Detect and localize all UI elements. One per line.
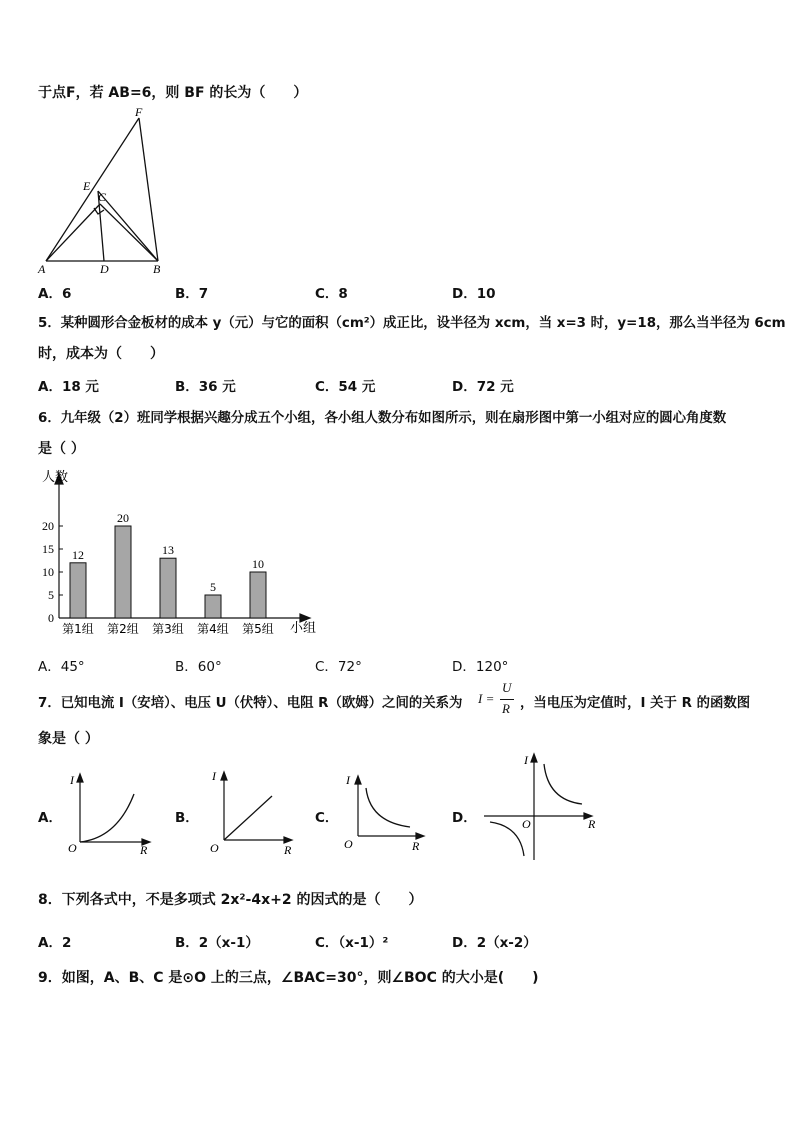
segment-af (46, 118, 139, 261)
graph-a-label-i: I (70, 773, 74, 787)
label-e: E (83, 179, 91, 193)
q7-option-c[interactable]: C． (315, 810, 339, 826)
y-tick-label: 0 (48, 611, 54, 625)
graph-d-curve-negative (490, 822, 524, 856)
label-a: A (38, 262, 46, 276)
q4-triangle-figure (36, 104, 176, 276)
q9-question-line1: 9．如图，A、B、C 是⊙O 上的三点，∠BAC=30°，则∠BOC 的大小是( ) (38, 970, 539, 986)
bar-4 (205, 595, 221, 618)
label-c: C (98, 190, 107, 204)
q5-question-line1: 5．某种圆形合金板材的成本 y（元）与它的面积（cm²）成正比，设半径为 xcm，当 x=3 时，y=18，那么当半径为 6cm (38, 316, 786, 331)
q6-option-b[interactable]: B．60° (175, 659, 222, 675)
q7-option-a[interactable]: A． (38, 810, 62, 826)
graph-d-label-o: O (522, 817, 531, 831)
q7-question-line1a: 7．已知电流 I（安培）、电压 U（伏特）、电阻 R（欧姆）之间的关系为 (38, 696, 463, 711)
q7-graph-d[interactable] (482, 750, 602, 862)
bar-value-label-5: 10 (252, 557, 264, 571)
graph-c-curve (366, 788, 410, 827)
q6-option-c[interactable]: C．72° (315, 659, 362, 675)
graph-c-i-arrow (355, 776, 361, 784)
q6-option-a[interactable]: A．45° (38, 659, 85, 675)
q7-question-line2: 象是（ ） (38, 731, 99, 747)
segment-fb (139, 118, 158, 261)
formula-denominator: R (502, 701, 510, 716)
q6-question-line2: 是（ ） (38, 441, 85, 457)
segment-cb (100, 204, 158, 261)
q7-option-b[interactable]: B． (175, 810, 199, 826)
category-label-3: 第3组 (152, 622, 184, 636)
category-label-5: 第5组 (242, 622, 274, 636)
y-axis-label: 人数 (42, 470, 69, 485)
q7-formula (478, 680, 518, 720)
q8-option-a[interactable]: A．2 (38, 935, 72, 951)
segment-ac (46, 204, 100, 261)
q7-graph-a[interactable] (62, 770, 158, 856)
y-tick-label: 15 (42, 542, 54, 556)
graph-a-curve (80, 794, 134, 842)
q6-option-d[interactable]: D．120° (452, 659, 509, 675)
graph-b-label-o: O (210, 841, 219, 855)
bar-5 (250, 572, 266, 618)
graph-b-label-i: I (212, 769, 216, 783)
q4-option-b[interactable]: B．7 (175, 286, 209, 302)
bar-value-label-2: 20 (117, 511, 129, 525)
q7-graph-b[interactable] (204, 768, 300, 856)
bar-2 (115, 526, 131, 618)
graph-b-i-arrow (221, 772, 227, 780)
category-label-2: 第2组 (107, 622, 139, 636)
bar-value-label-3: 13 (162, 543, 174, 558)
q4-tail-text: 于点F，若 AB=6，则 BF 的长为（ ） (38, 85, 308, 101)
q7-question-line1b: ，当电压为定值时，I 关于 R 的函数图 (520, 696, 751, 711)
category-label-1: 第1组 (62, 622, 94, 636)
graph-a-label-o: O (68, 841, 77, 855)
label-f: F (135, 105, 143, 119)
q6-bar-chart (34, 464, 334, 640)
q5-option-d[interactable]: D．72 元 (452, 379, 514, 395)
formula-fraction-bar (500, 699, 514, 700)
graph-c-label-r: R (412, 839, 420, 853)
y-tick-label: 20 (42, 519, 54, 533)
graph-c-label-i: I (346, 773, 350, 787)
y-tick-label: 5 (48, 588, 54, 602)
label-d: D (100, 262, 109, 276)
graph-a-label-r: R (140, 843, 148, 856)
graph-a-i-arrow (77, 774, 83, 782)
q5-question-line2: 时，成本为（ ） (38, 346, 164, 362)
graph-c-label-o: O (344, 837, 353, 851)
q5-option-b[interactable]: B．36 元 (175, 379, 236, 395)
label-b: B (153, 262, 161, 276)
q8-option-c[interactable]: C．（x-1）² (315, 935, 389, 951)
q5-option-a[interactable]: A．18 元 (38, 379, 99, 395)
q8-option-b[interactable]: B．2（x-1） (175, 935, 259, 951)
q8-question-line1: 8．下列各式中，不是多项式 2x²-4x+2 的因式的是（ ） (38, 892, 423, 908)
graph-d-label-r: R (588, 817, 596, 831)
graph-d-curve-positive (544, 764, 582, 804)
category-label-4: 第4组 (197, 622, 229, 636)
q7-option-d[interactable]: D． (452, 810, 477, 826)
bar-value-label-4: 5 (210, 580, 216, 594)
graph-d-i-arrow (531, 754, 537, 762)
bar-value-label-1: 12 (72, 547, 84, 562)
graph-d-label-i: I (524, 753, 528, 767)
y-tick-label: 10 (42, 565, 54, 579)
segment-eb (98, 191, 158, 261)
q8-option-d[interactable]: D．2（x-2） (452, 935, 537, 951)
graph-b-line (224, 796, 272, 840)
formula-numerator: U (502, 680, 512, 695)
graph-b-label-r: R (284, 843, 292, 856)
q4-option-d[interactable]: D．10 (452, 286, 496, 302)
bar-3 (160, 558, 176, 618)
q4-option-c[interactable]: C．8 (315, 286, 348, 302)
q5-option-c[interactable]: C．54 元 (315, 379, 376, 395)
x-axis-label: 小组 (290, 621, 317, 636)
bar-1 (70, 563, 86, 618)
formula-lhs: I = (478, 691, 495, 706)
q7-graph-c[interactable] (340, 770, 436, 854)
q6-question-line1: 6．九年级（2）班同学根据兴趣分成五个小组，各小组人数分布如图所示，则在扇形图中第一小组对应的圆心角度数 (38, 411, 727, 426)
q4-option-a[interactable]: A．6 (38, 286, 72, 302)
